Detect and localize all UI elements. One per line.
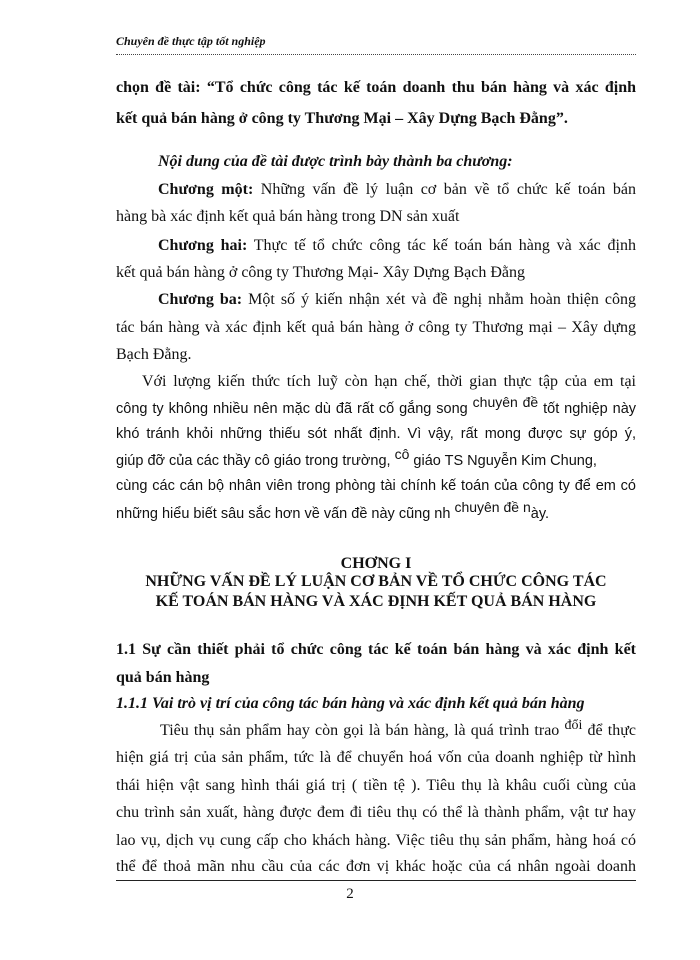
body-line-1-c: để thực xyxy=(582,722,636,739)
structure-heading: Nội dung của đề tài được trình bày thành ba chương: xyxy=(158,153,513,170)
closing-line-4-c: giáo TS Nguyễn Kim Chung, xyxy=(409,453,597,469)
closing-line-6-a: những hiểu biết sâu sắc hơn về vấn đề này cũng nh xyxy=(116,506,455,522)
chapter-title-line-2: KẾ TOÁN BÁN HÀNG VÀ XÁC ĐỊNH KẾT QUẢ BÁN HÀNG xyxy=(155,593,597,610)
closing-line-1: Với lượng kiến thức tích luỹ còn hạn chế, thời gian thực tập của em tại xyxy=(142,373,636,390)
section-1-1-heading-line-2: quả bán hàng xyxy=(116,669,210,686)
body-line-2: hiện giá trị của sản phẩm, tức là để chuyển hoá vốn của doanh nghiệp từ hình xyxy=(116,749,636,766)
closing-line-4 xyxy=(116,446,636,471)
body-line-4: chu trình sản xuất, hàng được đem đi tiêu thụ có thể là thành phẩm, vật tư hay xyxy=(116,804,636,821)
closing-line-6-b: chuyên đề n xyxy=(454,499,531,515)
topic-line-2: kết quả bán hàng ở công ty Thương Mại – Xây Dựng Bạch Đằng”. xyxy=(116,110,568,127)
chapter-two-line-1 xyxy=(116,236,636,256)
body-line-3: thái hiện vật sang hình thái giá trị ( tiền tệ ). Tiêu thụ là khâu cuối cùng của xyxy=(116,777,636,794)
closing-line-5: cùng các cán bộ nhân viên trong phòng tài chính kế toán của công ty để em có xyxy=(116,478,636,494)
closing-line-2-c: tốt nghiệp này xyxy=(538,401,637,417)
chapter-label: CHƠNG I xyxy=(340,555,412,572)
chapter-one-label: Chương một: xyxy=(158,181,254,198)
chapter-two-line-2: kết quả bán hàng ở công ty Thương Mại- Xây Dựng Bạch Đằng xyxy=(116,264,525,281)
chapter-three-line-2: tác bán hàng và xác định kết quả bán hàng ở công ty Thương mại – Xây dựng xyxy=(116,319,636,336)
header-divider xyxy=(116,54,636,55)
closing-line-2-a: công ty không nhiều nên mặc dù đã rất cố gắng song xyxy=(116,401,473,417)
body-line-1-a: Tiêu thụ sản phẩm hay còn gọi là bán hàng, là quá trình trao xyxy=(160,722,565,739)
topic-line-1: chọn đề tài: “Tổ chức công tác kế toán doanh thu bán hàng và xác định xyxy=(116,79,636,96)
chapter-one-line-1 xyxy=(116,180,636,200)
chapter-title-line-1: NHỮNG VẤN ĐỀ LÝ LUẬN CƠ BẢN VỀ TỔ CHỨC CÔNG TÁC xyxy=(145,573,607,590)
footer-divider xyxy=(116,880,636,881)
closing-line-2 xyxy=(116,394,637,419)
body-line-5: lao vụ, dịch vụ cung cấp cho khách hàng. Việc tiêu thụ sản phẩm, hàng hoá có xyxy=(116,832,636,849)
chapter-three-text: Một số ý kiến nhận xét và đề nghị nhằm hoàn thiện công xyxy=(242,291,636,308)
closing-line-2-b: chuyên đề xyxy=(472,394,539,410)
closing-line-3: khó tránh khỏi những thiếu sót nhất định. Vì vậy, rất mong được sự góp ý, xyxy=(116,426,636,442)
chapter-two-label: Chương hai: xyxy=(158,237,248,254)
section-1-1-1-heading: 1.1.1 Vai trò vị trí của công tác bán hàng và xác định kết quả bán hàng xyxy=(116,695,585,712)
chapter-one-text: Những vấn đề lý luận cơ bản về tổ chức kế toán bán xyxy=(253,181,636,198)
closing-line-6 xyxy=(116,499,636,524)
closing-line-4-b: cô xyxy=(394,446,410,462)
closing-line-4-a: giúp đỡ của các thầy cô giáo trong trường, xyxy=(116,453,395,469)
page-number: 2 xyxy=(346,886,354,902)
body-line-1-b: đổi xyxy=(564,718,583,733)
chapter-one-line-2: hàng bà xác định kết quả bán hàng trong DN sản xuất xyxy=(116,208,460,225)
chapter-three-line-3: Bạch Đằng. xyxy=(116,346,192,363)
page-header: Chuyên đề thực tập tốt nghiệp xyxy=(116,34,266,48)
closing-line-6-c: ày. xyxy=(530,506,550,522)
section-1-1-heading-line-1: 1.1 Sự cần thiết phải tổ chức công tác kế toán bán hàng và xác định kết xyxy=(116,641,636,658)
body-line-6: thể để thoả mãn nhu cầu của các đơn vị khác hoặc của cá nhân ngoài doanh xyxy=(116,858,636,875)
chapter-three-label: Chương ba: xyxy=(158,291,243,308)
chapter-three-line-1 xyxy=(116,290,636,310)
body-line-1 xyxy=(116,718,636,742)
chapter-two-text: Thực tế tổ chức công tác kế toán bán hàng và xác định xyxy=(247,237,637,254)
